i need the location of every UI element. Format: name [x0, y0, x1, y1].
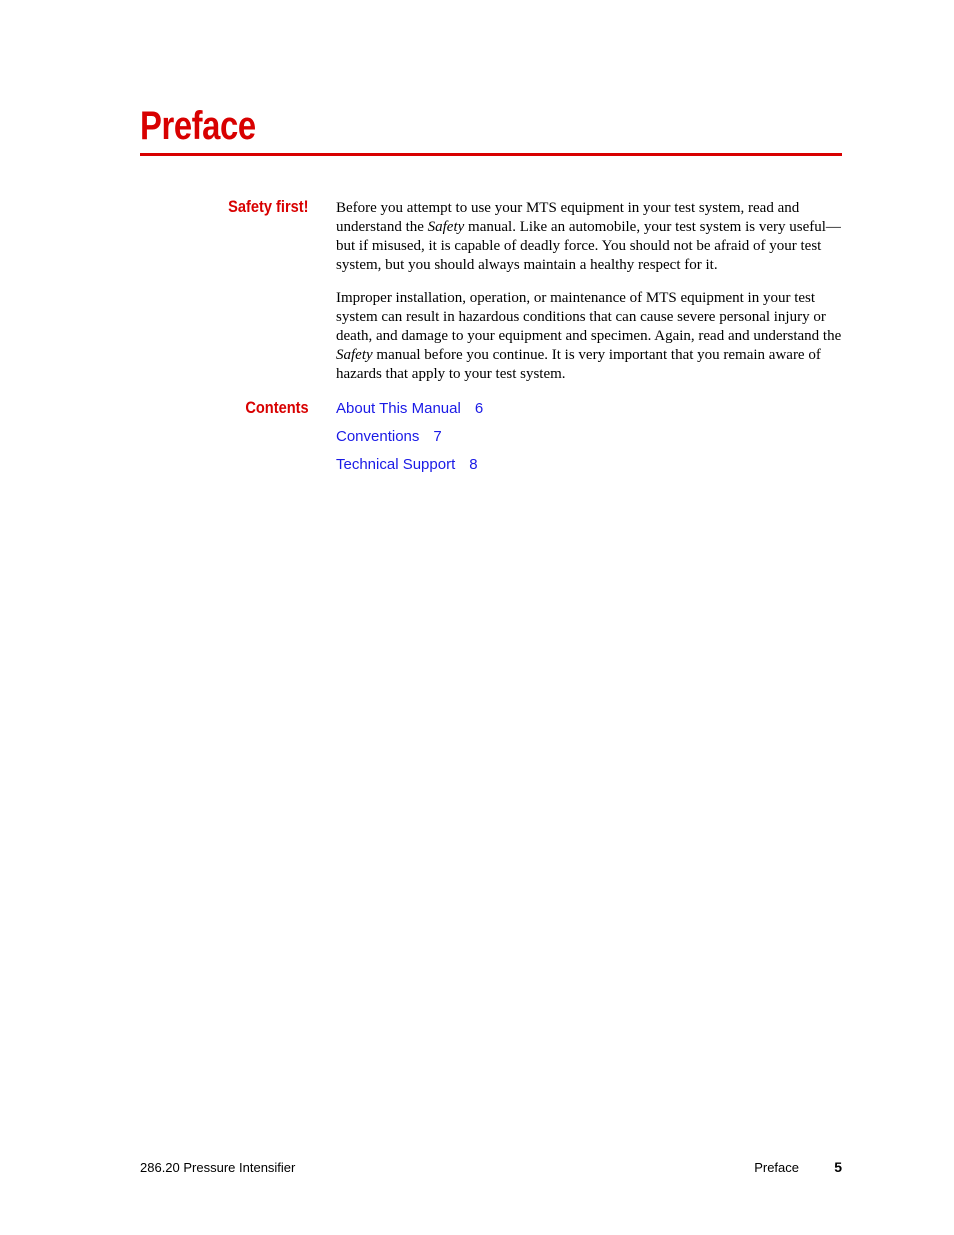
safety-manual-title: Safety [427, 219, 465, 235]
safety-p2-text-a: Improper installation, operation, or maintenance of MTS equipment in your test system can result in hazardous conditions that can cause severe personal injury or death, and damage to your equipment and specimen. Again, read and understand the [336, 290, 842, 344]
toc-page-number: 6 [474, 400, 484, 417]
contents-heading: Contents [245, 398, 309, 417]
title-rule [140, 153, 842, 156]
toc-label: Conventions [336, 428, 420, 445]
toc-page-number: 7 [433, 428, 442, 445]
safety-p2-text-b: manual before you continue. It is very important that you remain aware of hazards that apply to your test system. [336, 347, 821, 382]
safety-paragraph-2 [336, 289, 842, 384]
safety-manual-title: Safety [336, 347, 373, 363]
page-title: Preface [140, 104, 256, 148]
toc-link-about-this-manual[interactable] [336, 399, 483, 427]
footer-section-name: Preface [754, 1160, 799, 1175]
safety-p1-text-a: Before you attempt to use your MTS equipment in your test system, read and understand the [336, 200, 800, 235]
table-of-contents [336, 399, 483, 483]
toc-link-conventions[interactable] [336, 427, 483, 455]
toc-link-technical-support[interactable] [336, 455, 483, 483]
toc-page-number: 8 [469, 456, 478, 473]
safety-p1-text-b: manual. Like an automobile, your test system is very useful—but if misused, it is capable of deadly force. You should not be afraid of your test system, but you should always maintain a healthy respect for it. [336, 219, 841, 273]
safety-first-heading: Safety first! [228, 197, 309, 216]
safety-paragraph-1 [336, 199, 842, 275]
footer-document-title: 286.20 Pressure Intensifier [140, 1160, 296, 1175]
toc-label: Technical Support [336, 456, 456, 473]
toc-label: About This Manual [336, 400, 461, 417]
footer-page-number: 5 [834, 1159, 842, 1175]
